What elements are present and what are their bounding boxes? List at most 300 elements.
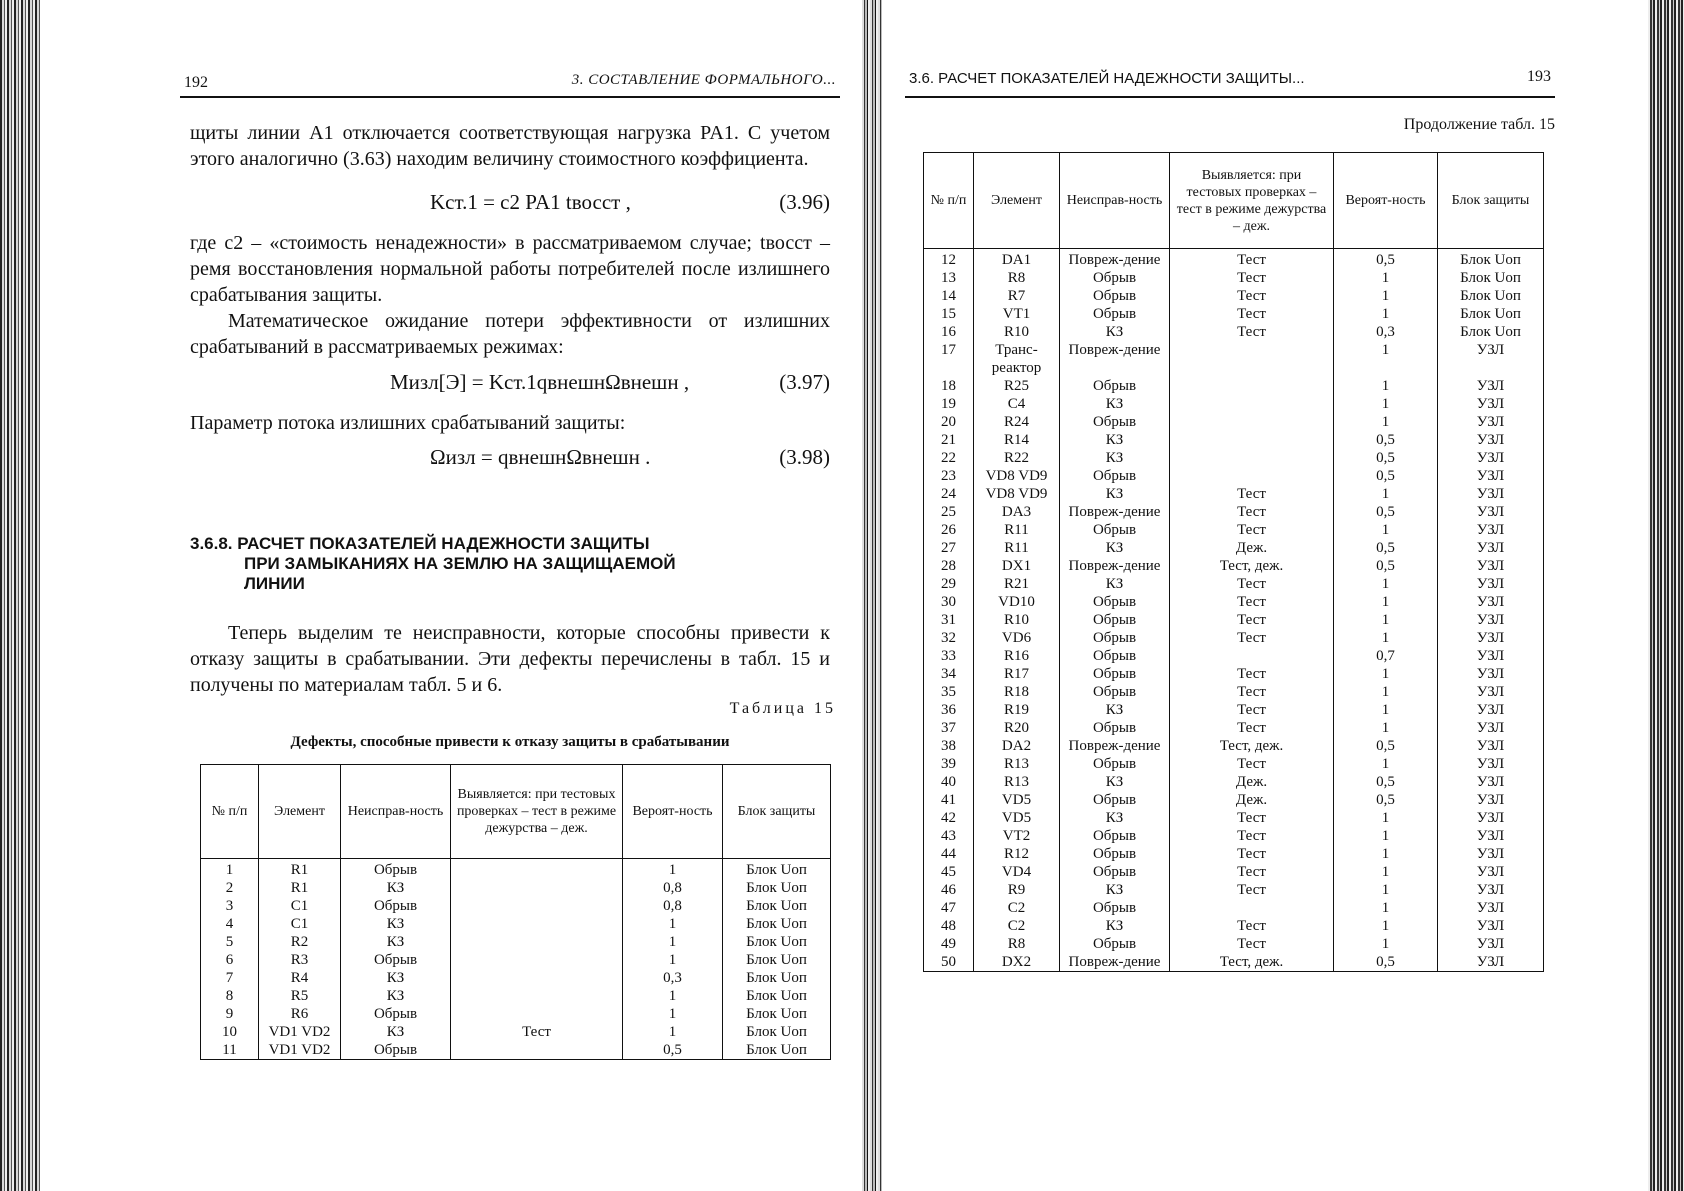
cell-block: Блок Uоп [723,987,831,1005]
cell-fault: КЗ [341,987,451,1005]
table-row [924,431,1544,449]
cell-element: VD8 VD9 [974,467,1060,485]
cell-detected [1170,647,1334,665]
cell-element: R8 [974,935,1060,953]
paragraph-4: Параметр потока излишних срабатываний защиты: [190,412,626,434]
cell-element: R11 [974,539,1060,557]
cell-element: VD1 VD2 [259,1041,341,1060]
table-row [924,737,1544,755]
cell-probability: 1 [1334,665,1438,683]
cell-fault: Обрыв [1060,665,1170,683]
cell-num: 43 [924,827,974,845]
cell-num: 9 [201,1005,259,1023]
cell-detected: Тест, деж. [1170,557,1334,575]
table-row [924,413,1544,431]
cell-probability: 1 [1334,521,1438,539]
cell-fault: КЗ [1060,701,1170,719]
cell-probability: 1 [1334,917,1438,935]
header-block: Блок защиты [1438,153,1544,249]
cell-element: VD5 [974,809,1060,827]
cell-block: УЗЛ [1438,791,1544,809]
cell-num: 20 [924,413,974,431]
cell-element: C1 [259,915,341,933]
cell-probability: 0,5 [1334,791,1438,809]
cell-element: R10 [974,323,1060,341]
cell-fault: Обрыв [1060,863,1170,881]
cell-detected: Тест [1170,827,1334,845]
cell-detected: Тест [1170,305,1334,323]
cell-fault: Обрыв [1060,647,1170,665]
cell-fault: КЗ [1060,485,1170,503]
cell-element: VD4 [974,863,1060,881]
cell-num: 41 [924,791,974,809]
cell-detected: Тест [1170,665,1334,683]
cell-detected [1170,413,1334,431]
cell-detected: Тест, деж. [1170,737,1334,755]
table-row [924,773,1544,791]
cell-num: 35 [924,683,974,701]
table-row [924,575,1544,593]
cell-probability: 1 [1334,485,1438,503]
cell-fault: Обрыв [1060,755,1170,773]
cell-block: УЗЛ [1438,665,1544,683]
cell-element: R20 [974,719,1060,737]
cell-element: R1 [259,859,341,880]
table-row [924,449,1544,467]
cell-num: 16 [924,323,974,341]
cell-num: 45 [924,863,974,881]
cell-probability: 1 [1334,827,1438,845]
cell-probability: 1 [1334,593,1438,611]
cell-block: Блок Uоп [723,933,831,951]
table-row [924,287,1544,305]
cell-fault: Повреж-дение [1060,737,1170,755]
cell-probability: 1 [1334,845,1438,863]
cell-num: 3 [201,897,259,915]
table-row [201,879,831,897]
cell-fault: Обрыв [341,897,451,915]
cell-element: R13 [974,755,1060,773]
table-row [201,933,831,951]
cell-fault: Обрыв [1060,791,1170,809]
cell-fault: КЗ [1060,809,1170,827]
cell-probability: 1 [623,951,723,969]
cell-probability: 1 [1334,305,1438,323]
cell-fault: Повреж-дение [1060,341,1170,377]
cell-detected [451,951,623,969]
cell-probability: 0,7 [1334,647,1438,665]
cell-block: УЗЛ [1438,845,1544,863]
table-row [201,915,831,933]
table-row [924,629,1544,647]
cell-element: R12 [974,845,1060,863]
table-row [201,969,831,987]
cell-element: C1 [259,897,341,915]
cell-fault: Обрыв [341,1041,451,1060]
cell-block: Блок Uоп [723,1005,831,1023]
cell-detected: Тест [1170,629,1334,647]
table-row [924,467,1544,485]
cell-block: УЗЛ [1438,611,1544,629]
cell-detected [451,859,623,880]
book-spine [862,0,882,1191]
cell-block: УЗЛ [1438,755,1544,773]
cell-fault: Обрыв [1060,413,1170,431]
cell-block: УЗЛ [1438,521,1544,539]
cell-detected [1170,395,1334,413]
scan-edge-right [1648,0,1684,1191]
cell-detected [1170,341,1334,377]
cell-num: 8 [201,987,259,1005]
cell-fault: Обрыв [1060,935,1170,953]
paragraph-3: Математическое ожидание потери эффективности от излишних срабатываний в рассматриваемых режимах: [190,310,830,358]
cell-probability: 0,5 [1334,503,1438,521]
cell-num: 33 [924,647,974,665]
formula-3-96 [180,190,840,220]
table-row [924,899,1544,917]
cell-probability: 0,5 [623,1041,723,1060]
cell-num: 4 [201,915,259,933]
cell-block: Блок Uоп [723,879,831,897]
cell-fault: КЗ [341,969,451,987]
cell-probability: 1 [1334,809,1438,827]
formula-3-97-expr: Mизл[Э] = Kст.1qвнешнΩвнешн , [390,370,690,394]
cell-num: 46 [924,881,974,899]
cell-probability: 1 [1334,629,1438,647]
cell-fault: КЗ [1060,881,1170,899]
cell-element: R3 [259,951,341,969]
cell-probability: 1 [1334,935,1438,953]
cell-element: R17 [974,665,1060,683]
cell-probability: 1 [1334,341,1438,377]
cell-element: R25 [974,377,1060,395]
cell-detected [451,1005,623,1023]
cell-probability: 1 [1334,377,1438,395]
cell-block: Блок Uоп [1438,323,1544,341]
cell-probability: 0,5 [1334,953,1438,972]
table-row [924,701,1544,719]
table-row [924,485,1544,503]
formula-3-98 [180,445,840,475]
cell-element: R21 [974,575,1060,593]
header-fault: Неисправ-ность [1060,153,1170,249]
cell-probability: 0,5 [1334,773,1438,791]
cell-detected [1170,467,1334,485]
cell-block: УЗЛ [1438,413,1544,431]
cell-element: Транс-реактор [974,341,1060,377]
cell-element: C2 [974,917,1060,935]
cell-fault: КЗ [341,933,451,951]
cell-fault: Обрыв [341,951,451,969]
cell-block: Блок Uоп [723,1023,831,1041]
cell-num: 17 [924,341,974,377]
cell-block: УЗЛ [1438,881,1544,899]
cell-fault: КЗ [341,1023,451,1041]
defects-table-right [923,152,1544,972]
cell-element: R18 [974,683,1060,701]
cell-block: УЗЛ [1438,449,1544,467]
cell-fault: Обрыв [1060,719,1170,737]
cell-probability: 1 [1334,269,1438,287]
cell-block: УЗЛ [1438,341,1544,377]
cell-fault: КЗ [1060,323,1170,341]
cell-num: 21 [924,431,974,449]
cell-element: VD6 [974,629,1060,647]
cell-probability: 1 [623,915,723,933]
cell-probability: 1 [1334,755,1438,773]
cell-detected: Деж. [1170,539,1334,557]
left-running-head [180,68,840,98]
cell-block: Блок Uоп [1438,287,1544,305]
cell-num: 23 [924,467,974,485]
section-heading-line-3: ЛИНИИ [244,574,305,593]
cell-element: VT2 [974,827,1060,845]
cell-num: 6 [201,951,259,969]
header-probability: Вероят-ность [1334,153,1438,249]
cell-block: УЗЛ [1438,629,1544,647]
cell-probability: 1 [1334,611,1438,629]
cell-block: УЗЛ [1438,935,1544,953]
cell-probability: 1 [1334,719,1438,737]
cell-element: VD8 VD9 [974,485,1060,503]
cell-probability: 1 [1334,395,1438,413]
cell-num: 15 [924,305,974,323]
table-row [924,341,1544,377]
cell-probability: 1 [1334,683,1438,701]
cell-block: УЗЛ [1438,683,1544,701]
cell-fault: КЗ [1060,449,1170,467]
cell-block: УЗЛ [1438,917,1544,935]
cell-probability: 0,5 [1334,557,1438,575]
cell-num: 29 [924,575,974,593]
cell-element: C2 [974,899,1060,917]
cell-probability: 1 [1334,899,1438,917]
table-row [201,951,831,969]
cell-detected: Тест, деж. [1170,953,1334,972]
cell-num: 14 [924,287,974,305]
cell-element: R4 [259,969,341,987]
cell-num: 37 [924,719,974,737]
cell-detected [1170,899,1334,917]
cell-num: 47 [924,899,974,917]
cell-element: R1 [259,879,341,897]
cell-block: УЗЛ [1438,575,1544,593]
section-heading [190,534,830,594]
cell-element: R9 [974,881,1060,899]
cell-probability: 1 [1334,575,1438,593]
cell-block: УЗЛ [1438,809,1544,827]
left-page [180,0,840,1191]
cell-num: 36 [924,701,974,719]
cell-block: УЗЛ [1438,377,1544,395]
cell-num: 38 [924,737,974,755]
cell-block: УЗЛ [1438,773,1544,791]
table-row [201,987,831,1005]
cell-block: Блок Uоп [723,897,831,915]
formula-3-97-number: (3.97) [779,370,830,394]
cell-element: R19 [974,701,1060,719]
table-row [924,377,1544,395]
header-probability: Вероят-ность [623,765,723,859]
cell-fault: Обрыв [1060,899,1170,917]
cell-block: УЗЛ [1438,485,1544,503]
cell-element: R7 [974,287,1060,305]
paragraph-1: щиты линии А1 отключается соответствующая нагрузка PA1. С учетом этого аналогично (3.63) находим величину стоимостного коэффициента. [190,122,830,170]
cell-fault: КЗ [341,915,451,933]
table-row [924,521,1544,539]
cell-fault: Обрыв [1060,377,1170,395]
cell-probability: 0,5 [1334,467,1438,485]
cell-detected [451,987,623,1005]
cell-element: R13 [974,773,1060,791]
cell-block: УЗЛ [1438,719,1544,737]
cell-block: УЗЛ [1438,395,1544,413]
cell-fault: Обрыв [1060,287,1170,305]
table-row [924,665,1544,683]
cell-fault: Повреж-дение [1060,953,1170,972]
table-row [924,503,1544,521]
cell-fault: КЗ [1060,539,1170,557]
table-row [924,249,1544,270]
cell-block: УЗЛ [1438,899,1544,917]
cell-num: 22 [924,449,974,467]
table-row [924,539,1544,557]
cell-element: VT1 [974,305,1060,323]
cell-block: УЗЛ [1438,953,1544,972]
table-row [924,395,1544,413]
cell-detected [451,879,623,897]
cell-num: 11 [201,1041,259,1060]
cell-element: C4 [974,395,1060,413]
section-heading-line-1: 3.6.8. РАСЧЕТ ПОКАЗАТЕЛЕЙ НАДЕЖНОСТИ ЗАЩИТЫ [190,534,650,553]
cell-detected [1170,431,1334,449]
formula-3-96-number: (3.96) [779,190,830,214]
header-element: Элемент [259,765,341,859]
cell-fault: Обрыв [1060,611,1170,629]
cell-fault: КЗ [1060,431,1170,449]
header-fault: Неисправ-ность [341,765,451,859]
cell-detected: Тест [1170,521,1334,539]
cell-detected: Деж. [1170,773,1334,791]
cell-probability: 0,5 [1334,431,1438,449]
cell-fault: Обрыв [1060,521,1170,539]
cell-element: R5 [259,987,341,1005]
cell-probability: 0,3 [1334,323,1438,341]
cell-num: 19 [924,395,974,413]
cell-block: УЗЛ [1438,737,1544,755]
cell-block: УЗЛ [1438,593,1544,611]
header-element: Элемент [974,153,1060,249]
cell-num: 32 [924,629,974,647]
cell-element: VD5 [974,791,1060,809]
cell-block: УЗЛ [1438,647,1544,665]
cell-num: 44 [924,845,974,863]
cell-detected: Тест [1170,863,1334,881]
cell-block: Блок Uоп [723,969,831,987]
cell-fault: КЗ [1060,575,1170,593]
cell-element: DA1 [974,249,1060,270]
right-page [905,0,1555,1191]
cell-num: 34 [924,665,974,683]
table-label: Таблица 15 [729,700,836,717]
cell-detected [1170,449,1334,467]
cell-element: R11 [974,521,1060,539]
table-row [201,1023,831,1041]
cell-block: УЗЛ [1438,467,1544,485]
cell-detected: Тест [1170,719,1334,737]
table-row [924,953,1544,972]
cell-detected [1170,377,1334,395]
cell-probability: 0,8 [623,897,723,915]
table-row [924,755,1544,773]
cell-element: R24 [974,413,1060,431]
cell-detected: Тест [1170,845,1334,863]
cell-num: 26 [924,521,974,539]
cell-element: VD10 [974,593,1060,611]
cell-detected: Тест [1170,269,1334,287]
cell-probability: 1 [623,933,723,951]
cell-detected: Тест [1170,249,1334,270]
cell-num: 50 [924,953,974,972]
right-running-title: 3.6. РАСЧЕТ ПОКАЗАТЕЛЕЙ НАДЕЖНОСТИ ЗАЩИТЫ... [909,70,1305,87]
cell-probability: 1 [623,987,723,1005]
table-row [924,683,1544,701]
defects-table-left [200,764,831,1060]
cell-detected: Тест [1170,917,1334,935]
cell-detected [451,933,623,951]
cell-fault: Обрыв [1060,593,1170,611]
header-num: № п/п [924,153,974,249]
cell-detected: Тест [1170,503,1334,521]
cell-detected: Тест [1170,809,1334,827]
cell-num: 10 [201,1023,259,1041]
formula-3-98-number: (3.98) [779,445,830,469]
cell-element: DX2 [974,953,1060,972]
header-detected: Выявляется: при тестовых проверках – тест в режиме дежурства – деж. [451,765,623,859]
table-row [924,881,1544,899]
cell-fault: Повреж-дение [1060,503,1170,521]
cell-fault: Обрыв [341,1005,451,1023]
table-row [924,917,1544,935]
cell-block: Блок Uоп [1438,269,1544,287]
cell-num: 42 [924,809,974,827]
table-row [924,935,1544,953]
cell-element: R16 [974,647,1060,665]
cell-element: R6 [259,1005,341,1023]
cell-detected: Тест [1170,701,1334,719]
cell-element: VD1 VD2 [259,1023,341,1041]
cell-probability: 1 [1334,701,1438,719]
cell-element: DA2 [974,737,1060,755]
table-row [201,859,831,880]
paragraph-5: Теперь выделим те неисправности, которые способны привести к отказу защиты в срабатывании. Эти дефекты перечислены в табл. 15 и получены по материалам табл. 5 и 6. [190,622,830,696]
cell-num: 31 [924,611,974,629]
cell-num: 48 [924,917,974,935]
cell-fault: КЗ [1060,773,1170,791]
table-row [924,809,1544,827]
cell-num: 27 [924,539,974,557]
table-row [924,323,1544,341]
cell-fault: Обрыв [1060,467,1170,485]
cell-num: 24 [924,485,974,503]
cell-detected: Тест [1170,323,1334,341]
cell-num: 30 [924,593,974,611]
table-row [924,611,1544,629]
cell-num: 1 [201,859,259,880]
cell-block: УЗЛ [1438,431,1544,449]
right-page-number: 193 [1527,68,1551,85]
cell-detected: Тест [1170,881,1334,899]
